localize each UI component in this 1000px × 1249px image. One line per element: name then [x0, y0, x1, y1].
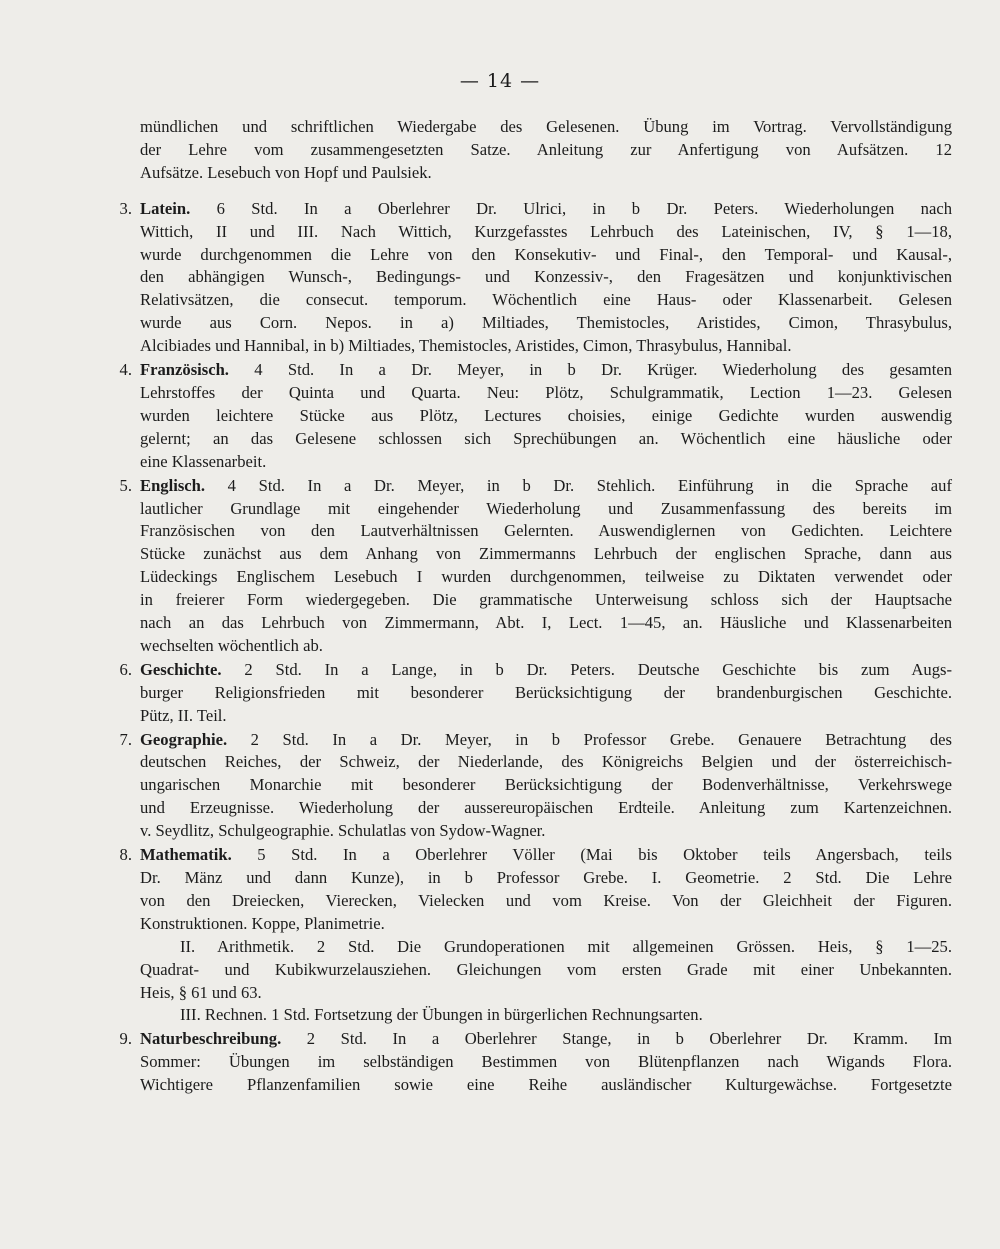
section-latein [119, 198, 952, 358]
text-line: wechselten wöchentlich ab. [140, 635, 323, 655]
text-line: eine Klassenarbeit. [140, 451, 267, 471]
page-body [119, 116, 952, 1097]
section-naturbeschreibung [119, 1028, 952, 1097]
text-line: Konstruktionen. Koppe, Planimetrie. [140, 913, 385, 933]
text-line: v. Seydlitz, Schulgeographie. Schulatlas von Sydow-Wagner. [140, 821, 546, 841]
text-line: III. Rechnen. 1 Std. Fortsetzung der Übungen in bürgerlichen Rechnungsarten. [180, 1005, 703, 1025]
text-line: Wittich, II und III. Nach Wittich, Kurzgefasstes Lehrbuch des Lateinischen, IV, § 1—18, [140, 221, 952, 241]
text-line: wurde aus Corn. Nepos. in a) Miltiades, Themistocles, Aristides, Cimon, Thrasybulus, [140, 313, 952, 333]
text-line: burger Religionsfrieden mit besonderer Berücksichtigung der brandenburgischen Geschichte. [140, 682, 952, 702]
section-number: 9. [119, 1029, 132, 1049]
text-line [140, 659, 952, 682]
text-line: den abhängigen Wunsch-, Bedingungs- und Konzessiv-, den Fragesätzen und konjunktivischen [140, 267, 952, 287]
section-number: 5. [119, 475, 132, 495]
intro-paragraph [140, 116, 952, 185]
text-line: Lehrstoffes der Quinta und Quarta. Neu: Plötz, Schulgrammatik, Lection 1—23. Gelesen [140, 382, 952, 402]
text-line: der Lehre vom zusammengesetzten Satze. Anleitung zur Anfertigung von Aufsätzen. 12 [140, 139, 952, 159]
text-line: deutschen Reiches, der Schweiz, der Niederlande, des Königreichs Belgien und der österreichisch- [140, 752, 952, 772]
text-line: Pütz, II. Teil. [140, 705, 227, 725]
text-line: Alcibiades und Hannibal, in b) Miltiades, Themistocles, Aristides, Cimon, Thrasybulus, Hannibal. [140, 336, 792, 356]
text-line: wurde durchgenommen die Lehre von den Konsekutiv- und Final-, den Temporal- und Kausal-, [140, 244, 952, 264]
text-line: Sommer: Übungen im selbständigen Bestimmen von Blütenpflanzen nach Wigands Flora. [140, 1052, 952, 1072]
section-text: 2 Std. In a Lange, in b Dr. Peters. Deutsche Geschichte bis zum Augs- [221, 659, 952, 679]
section-text: 4 Std. In a Dr. Meyer, in b Dr. Krüger. Wiederholung des gesamten [228, 360, 952, 380]
page-number: — 14 — [459, 70, 541, 92]
section-number: 6. [119, 659, 132, 679]
text-line: Stücke zunächst aus dem Anhang von Zimmermanns Lehrbuch der englischen Sprache, dann aus [140, 544, 952, 564]
section-number: 8. [119, 845, 132, 865]
text-line [140, 844, 952, 867]
text-line: in freierer Form wiedergegeben. Die grammatische Unterweisung schloss sich der Hauptsache [140, 590, 952, 610]
section-number: 3. [119, 198, 132, 218]
text-line: Wichtigere Pflanzenfamilien sowie eine Reihe ausländischer Kulturgewächse. Fortgesetzte [140, 1075, 952, 1095]
section-subject: Französisch. [140, 360, 229, 380]
section-mathematik [119, 844, 952, 936]
section-number: 7. [119, 729, 132, 749]
section-franzoesisch [119, 359, 952, 474]
section-subject: Mathematik. [140, 845, 232, 865]
text-line [140, 198, 952, 221]
section-text: 2 Std. In a Dr. Meyer, in b Professor Grebe. Genauere Betrachtung des [227, 729, 952, 749]
section-englisch [119, 475, 952, 658]
text-line: wurden leichtere Stücke aus Plötz, Lectures choisies, einige Gedichte wurden auswendig [140, 405, 952, 425]
text-line: II. Arithmetik. 2 Std. Die Grundoperationen mit allgemeinen Grössen. Heis, § 1—25. [180, 936, 952, 956]
text-line: Aufsätze. Lesebuch von Hopf und Paulsiek. [140, 162, 432, 182]
section-text: 2 Std. In a Oberlehrer Stange, in b Oberlehrer Dr. Kramm. Im [281, 1029, 952, 1049]
mathematik-rechnen [140, 1004, 952, 1027]
section-subject: Latein. [140, 198, 191, 218]
text-line [140, 1028, 952, 1051]
text-line: Quadrat- und Kubikwurzelausziehen. Gleichungen vom ersten Grade mit einer Unbekannten. [140, 959, 952, 979]
section-subject: Geographie. [140, 729, 228, 749]
section-geschichte [119, 659, 952, 728]
mathematik-arithmetik [140, 936, 952, 1005]
text-line: Relativsätzen, die consecut. temporum. Wöchentlich eine Haus- oder Klassenarbeit. Gelesen [140, 290, 952, 310]
text-line: von den Dreiecken, Vierecken, Vielecken und vom Kreise. Von der Gleichheit der Figuren. [140, 890, 952, 910]
section-geographie [119, 729, 952, 844]
text-line: Heis, § 61 und 63. [140, 982, 262, 1002]
text-line [140, 729, 952, 752]
section-subject: Naturbeschreibung. [140, 1029, 282, 1049]
section-number: 4. [119, 360, 132, 380]
text-line [140, 475, 952, 498]
section-subject: Geschichte. [140, 659, 222, 679]
text-line: Lüdeckings Englischem Lesebuch I wurden durchgenommen, teilweise zu Diktaten verwendet oder [140, 567, 952, 587]
text-line: mündlichen und schriftlichen Wiedergabe des Gelesenen. Übung im Vortrag. Vervollständigung [140, 117, 952, 136]
section-text: 6 Std. In a Oberlehrer Dr. Ulrici, in b Dr. Peters. Wiederholungen nach [190, 198, 952, 218]
text-line: Dr. Mänz und dann Kunze), in b Professor Grebe. I. Geometrie. 2 Std. Die Lehre [140, 868, 952, 887]
text-line: Französischen von den Lautverhältnissen Gelernten. Auswendiglernen von Gedichten. Leichtere [140, 521, 952, 541]
section-text: 5 Std. In a Oberlehrer Völler (Mai bis Oktober teils Angersbach, teils [231, 845, 952, 865]
text-line: lautlicher Grundlage mit eingehender Wiederholung und Zusammenfassung des bereits im [140, 498, 952, 518]
section-text: 4 Std. In a Dr. Meyer, in b Dr. Stehlich. Einführung in die Sprache auf [205, 475, 952, 495]
text-line: nach an das Lehrbuch von Zimmermann, Abt. I, Lect. 1—45, an. Häusliche und Klassenarbeiten [140, 613, 952, 633]
text-line: und Erzeugnisse. Wiederholung der aussereuropäischen Erdteile. Anleitung zum Kartenzeichnen. [140, 798, 952, 818]
text-line: gelernt; an das Gelesene schlossen sich Sprechübungen an. Wöchentlich eine häusliche oder [140, 428, 952, 448]
text-line: ungarischen Monarchie mit besonderer Berücksichtigung der Bodenverhältnisse, Verkehrswege [140, 775, 952, 795]
section-subject: Englisch. [140, 475, 206, 495]
text-line [140, 359, 952, 382]
